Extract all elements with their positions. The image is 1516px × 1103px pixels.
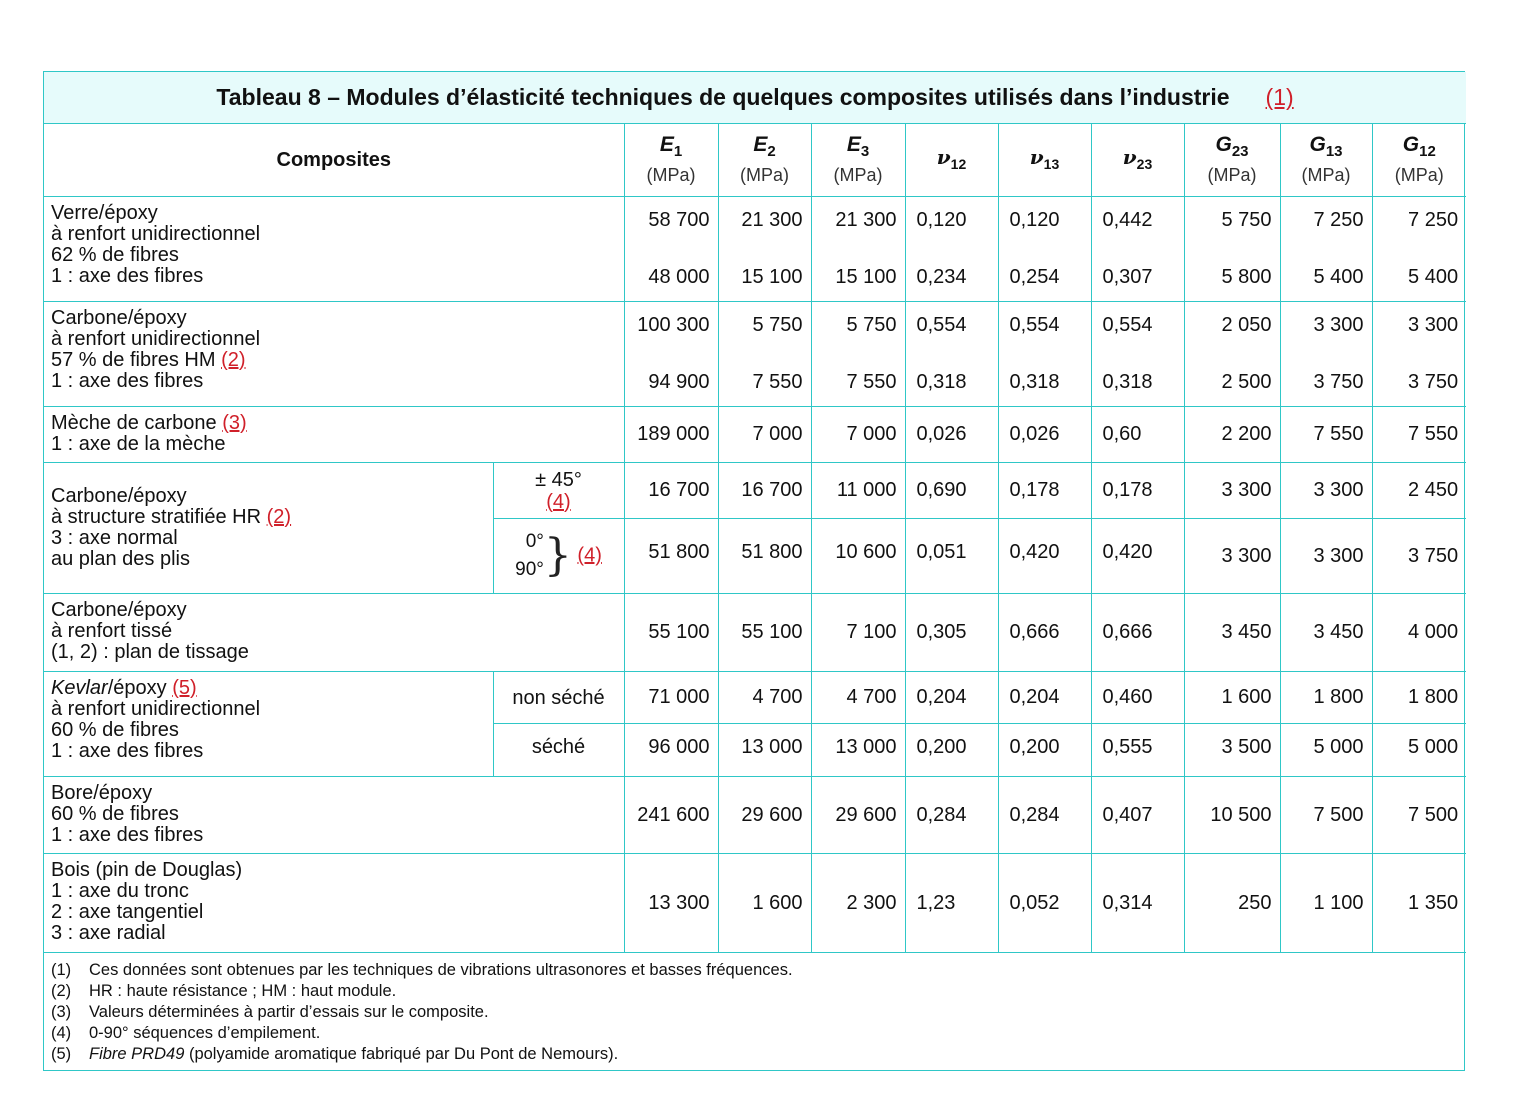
table-row bbox=[44, 777, 1466, 854]
value-cell: 0,178 bbox=[998, 463, 1091, 519]
value-cell: 3 300 bbox=[1184, 519, 1280, 594]
value-cell: 29 600 bbox=[811, 777, 905, 854]
composite-cell: Verre/époxy à renfort unidirectionnel 62 % de fibres 1 : axe des fibres bbox=[44, 197, 624, 302]
value-cell: 0,200 bbox=[998, 724, 1091, 777]
composite-cell: Bore/époxy 60 % de fibres 1 : axe des fibres bbox=[44, 777, 624, 854]
table-row bbox=[44, 594, 1466, 672]
header-row bbox=[44, 124, 1466, 197]
note-ref-link[interactable]: (2) bbox=[266, 506, 292, 528]
value-cell: 3 300 bbox=[1280, 519, 1372, 594]
value-cell: 189 000 bbox=[624, 407, 718, 463]
value-cell: 51 800 bbox=[624, 519, 718, 594]
footnote: (2) HR : haute résistance ; HM : haut module. bbox=[51, 982, 397, 1000]
value-cell: 0,178 bbox=[1091, 463, 1184, 519]
table-title bbox=[44, 72, 1466, 124]
value-cell: 0,60 bbox=[1091, 407, 1184, 463]
value-cell: 55 100 bbox=[718, 594, 811, 672]
table-frame bbox=[43, 71, 1465, 1071]
value-cell: 3 750 bbox=[1372, 519, 1466, 594]
value-cell: 1 350 bbox=[1372, 854, 1466, 953]
composite-cell: Kevlar/époxy (5) à renfort unidirectionnel 60 % de fibres 1 : axe des fibres bbox=[44, 672, 493, 777]
value-cell: 0,204 bbox=[905, 672, 998, 724]
table-row bbox=[44, 197, 1466, 302]
value-cell: 7 100 bbox=[811, 594, 905, 672]
value-cell: 0,026 bbox=[905, 407, 998, 463]
composite-cell: Carbone/époxy à renfort unidirectionnel 57 % de fibres HM (2) 1 : axe des fibres bbox=[44, 302, 624, 407]
header-col: $E_3$ (MPa) bbox=[811, 124, 905, 197]
value-cell: 7 550 bbox=[1280, 407, 1372, 463]
value-cell: 0,460 bbox=[1091, 672, 1184, 724]
header-col: $E_2$ (MPa) bbox=[718, 124, 811, 197]
value-cell: 3 500 bbox=[1184, 724, 1280, 777]
value-cell: 16 700 bbox=[718, 463, 811, 519]
value-cell: 0,120 0,254 bbox=[998, 197, 1091, 302]
value-cell: 0,120 0,234 bbox=[905, 197, 998, 302]
value-cell: 7 550 bbox=[1372, 407, 1466, 463]
value-cell: 7 250 5 400 bbox=[1280, 197, 1372, 302]
value-cell: 3 300 3 750 bbox=[1372, 302, 1466, 407]
value-cell: 1,23 bbox=[905, 854, 998, 953]
value-cell: 51 800 bbox=[718, 519, 811, 594]
note-ref-link[interactable]: (3) bbox=[222, 412, 247, 434]
value-cell: 100 300 94 900 bbox=[624, 302, 718, 407]
value-cell: 3 300 bbox=[1280, 463, 1372, 519]
value-cell: 21 300 15 100 bbox=[811, 197, 905, 302]
value-cell: 0,026 bbox=[998, 407, 1091, 463]
value-cell: 7 250 5 400 bbox=[1372, 197, 1466, 302]
value-cell: 7 000 bbox=[811, 407, 905, 463]
condition-cell: non séché bbox=[493, 672, 624, 724]
note-ref-link[interactable]: (4) bbox=[577, 544, 602, 567]
value-cell: 16 700 bbox=[624, 463, 718, 519]
value-cell: 71 000 bbox=[624, 672, 718, 724]
header-col: $G_{13}$ (MPa) bbox=[1280, 124, 1372, 197]
header-composites: Composites bbox=[44, 124, 624, 197]
value-cell: 0,051 bbox=[905, 519, 998, 594]
value-cell: 5 000 bbox=[1372, 724, 1466, 777]
value-cell: 1 600 bbox=[718, 854, 811, 953]
value-cell: 0,052 bbox=[998, 854, 1091, 953]
footnote: (3) Valeurs déterminées à partir d’essais sur le composite. bbox=[51, 1003, 489, 1021]
table-row bbox=[44, 854, 1466, 953]
value-cell: 4 000 bbox=[1372, 594, 1466, 672]
table-row bbox=[44, 302, 1466, 407]
composites-table bbox=[44, 72, 1466, 1070]
note-ref-link[interactable]: (5) bbox=[172, 677, 197, 699]
value-cell: 2 450 bbox=[1372, 463, 1466, 519]
value-cell: 0,666 bbox=[998, 594, 1091, 672]
value-cell: 4 700 bbox=[811, 672, 905, 724]
value-cell: 0,420 bbox=[1091, 519, 1184, 594]
note-ref-link[interactable]: (2) bbox=[221, 349, 246, 371]
value-cell: 10 600 bbox=[811, 519, 905, 594]
header-col: $G_{12}$ (MPa) bbox=[1372, 124, 1466, 197]
value-cell: 2 300 bbox=[811, 854, 905, 953]
value-cell: 21 300 15 100 bbox=[718, 197, 811, 302]
footnote: (4) 0-90° séquences d’empilement. bbox=[51, 1024, 321, 1042]
composite-cell: Mèche de carbone (3) 1 : axe de la mèche bbox=[44, 407, 624, 463]
value-cell: 0,204 bbox=[998, 672, 1091, 724]
value-cell: 2 200 bbox=[1184, 407, 1280, 463]
value-cell: 5 750 5 800 bbox=[1184, 197, 1280, 302]
value-cell: 250 bbox=[1184, 854, 1280, 953]
footnote: (5) Fibre PRD49 (polyamide aromatique fabriqué par Du Pont de Nemours). bbox=[51, 1045, 619, 1063]
value-cell: 3 300 3 750 bbox=[1280, 302, 1372, 407]
value-cell: 0,314 bbox=[1091, 854, 1184, 953]
value-cell: 58 700 48 000 bbox=[624, 197, 718, 302]
value-cell: 29 600 bbox=[718, 777, 811, 854]
title-ref-link[interactable]: (1) bbox=[1265, 84, 1294, 110]
orientation-cell: ± 45° (4) bbox=[493, 463, 624, 519]
value-cell: 5 750 7 550 bbox=[811, 302, 905, 407]
value-cell: 11 000 bbox=[811, 463, 905, 519]
value-cell: 0,554 0,318 bbox=[905, 302, 998, 407]
value-cell: 13 000 bbox=[811, 724, 905, 777]
value-cell: 3 450 bbox=[1280, 594, 1372, 672]
value-cell: 13 000 bbox=[718, 724, 811, 777]
note-ref-link[interactable]: (4) bbox=[546, 490, 571, 513]
value-cell: 0,407 bbox=[1091, 777, 1184, 854]
brace-icon: } bbox=[543, 530, 572, 581]
footnote: (1) Ces données sont obtenues par les techniques de vibrations ultrasonores et basses fréquences. bbox=[51, 961, 793, 979]
value-cell: 241 600 bbox=[624, 777, 718, 854]
value-cell: 1 800 bbox=[1372, 672, 1466, 724]
composite-cell: Carbone/époxy à renfort tissé (1, 2) : plan de tissage bbox=[44, 594, 624, 672]
value-cell: 0,200 bbox=[905, 724, 998, 777]
table-row bbox=[44, 672, 1466, 724]
value-cell: 0,284 bbox=[998, 777, 1091, 854]
value-cell: 3 450 bbox=[1184, 594, 1280, 672]
footnotes-row bbox=[44, 953, 1466, 1071]
value-cell: 0,554 0,318 bbox=[1091, 302, 1184, 407]
value-cell: 3 300 bbox=[1184, 463, 1280, 519]
header-col: $\nu_{13}$ bbox=[998, 124, 1091, 197]
value-cell: 13 300 bbox=[624, 854, 718, 953]
value-cell: 0,420 bbox=[998, 519, 1091, 594]
value-cell: 96 000 bbox=[624, 724, 718, 777]
value-cell: 0,305 bbox=[905, 594, 998, 672]
value-cell: 0,690 bbox=[905, 463, 998, 519]
value-cell: 1 800 bbox=[1280, 672, 1372, 724]
header-col: $\nu_{12}$ bbox=[905, 124, 998, 197]
value-cell: 7 500 bbox=[1280, 777, 1372, 854]
value-cell: 5 750 7 550 bbox=[718, 302, 811, 407]
value-cell: 7 500 bbox=[1372, 777, 1466, 854]
composite-cell: Carbone/époxy à structure stratifiée HR (2) 3 : axe normal au plan des plis bbox=[44, 463, 493, 594]
table-row bbox=[44, 463, 1466, 519]
value-cell: 1 600 bbox=[1184, 672, 1280, 724]
title-text: Tableau 8 – Modules d’élasticité techniques de quelques composites utilisés dans l’industrie bbox=[216, 84, 1230, 110]
value-cell: 5 000 bbox=[1280, 724, 1372, 777]
header-col: $G_{23}$ (MPa) bbox=[1184, 124, 1280, 197]
composite-cell: Bois (pin de Douglas) 1 : axe du tronc 2 : axe tangentiel 3 : axe radial bbox=[44, 854, 624, 953]
value-cell: 7 000 bbox=[718, 407, 811, 463]
condition-cell: séché bbox=[493, 724, 624, 777]
value-cell: 10 500 bbox=[1184, 777, 1280, 854]
value-cell: 2 050 2 500 bbox=[1184, 302, 1280, 407]
header-col: $E_1$ (MPa) bbox=[624, 124, 718, 197]
value-cell: 0,555 bbox=[1091, 724, 1184, 777]
value-cell: 0,284 bbox=[905, 777, 998, 854]
value-cell: 0,554 0,318 bbox=[998, 302, 1091, 407]
footnotes bbox=[44, 953, 1466, 1071]
orientation-cell: 0° 90° } (4) bbox=[493, 519, 624, 594]
value-cell: 55 100 bbox=[624, 594, 718, 672]
value-cell: 0,666 bbox=[1091, 594, 1184, 672]
value-cell: 4 700 bbox=[718, 672, 811, 724]
value-cell: 1 100 bbox=[1280, 854, 1372, 953]
value-cell: 0,442 0,307 bbox=[1091, 197, 1184, 302]
table-row bbox=[44, 407, 1466, 463]
header-col: $\nu_{23}$ bbox=[1091, 124, 1184, 197]
